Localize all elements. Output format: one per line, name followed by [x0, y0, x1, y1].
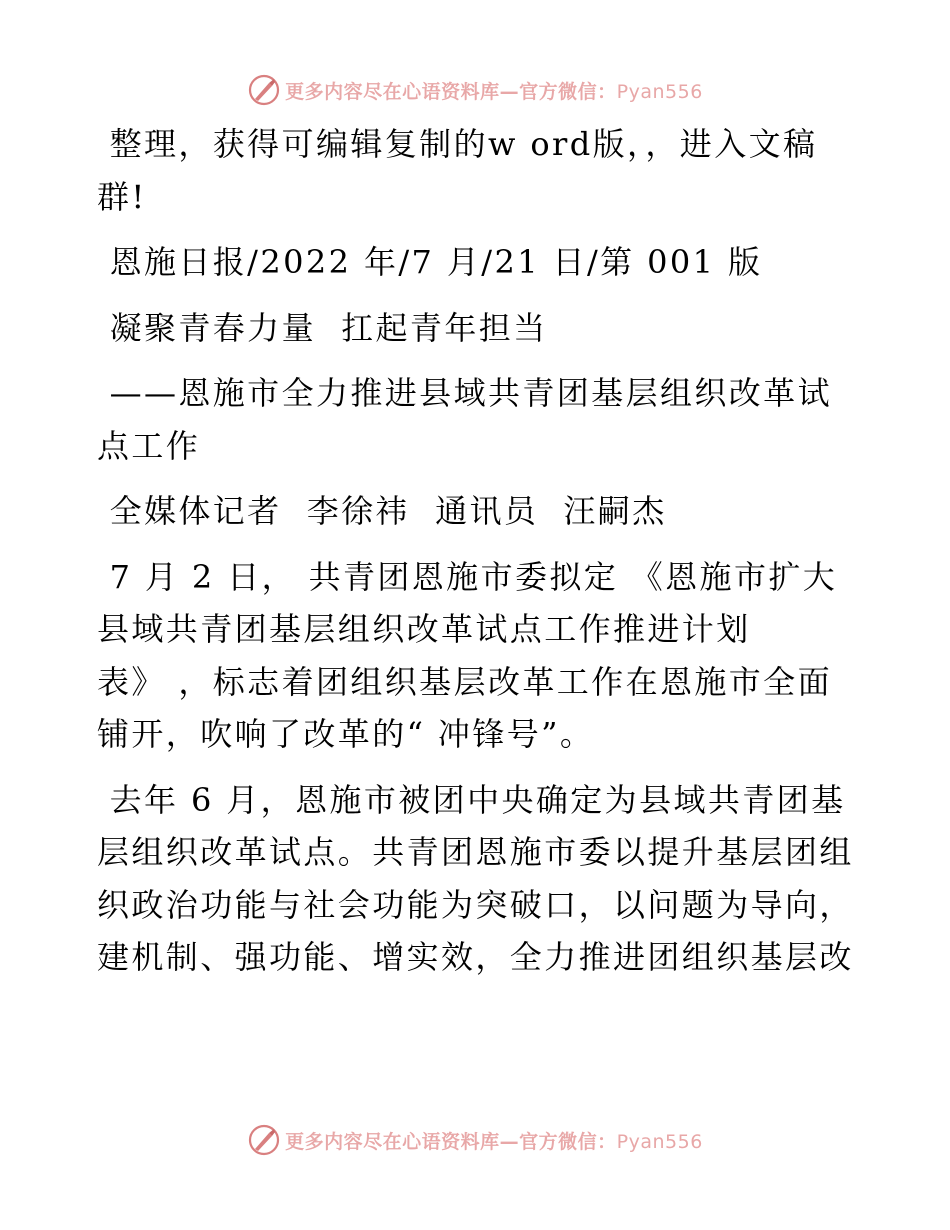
- text-line: 县域共青团基层组织改革试点工作推进计划: [97, 610, 751, 648]
- watermark-text: 更多内容尽在心语资料库—官方微信：Pyan556: [285, 80, 703, 103]
- quill-logo-icon: [247, 1123, 281, 1157]
- text-line: 表》 ，标志着团组织基层改革工作在恩施市全面: [97, 662, 832, 701]
- text-line: 全媒体记者 李徐祎 通讯员 汪嗣杰: [97, 492, 667, 530]
- text-line: 恩施日报/2022 年/7 月/21 日/第 001 版: [97, 243, 763, 281]
- paragraph-headline: [97, 302, 857, 355]
- text-line: 层组织改革试点。共青团恩施市委以提升基层团组: [97, 833, 854, 871]
- document-body: [97, 118, 857, 997]
- text-line: ——恩施市全力推进县域共青团基层组织改革试: [97, 374, 832, 412]
- text-line: 7 月 2 日， 共青团恩施市委拟定 《恩施市扩大: [97, 557, 838, 596]
- header-watermark: [0, 70, 950, 110]
- watermark-text: 更多内容尽在心语资料库—官方微信：Pyan556: [285, 1130, 703, 1153]
- text-line: 点工作: [97, 426, 201, 465]
- text-line: 织政治功能与社会功能为突破口，以问题为导向，: [97, 885, 854, 924]
- paragraph-source: [97, 236, 857, 289]
- paragraph-subheadline: [97, 367, 857, 472]
- paragraph-body-1: [97, 551, 857, 761]
- text-line: 去年 6 月，恩施市被团中央确定为县域共青团基: [97, 780, 846, 819]
- text-line: 群!: [97, 177, 147, 216]
- quill-logo-icon: [247, 73, 281, 107]
- text-line: 凝聚青春力量 扛起青年担当: [97, 308, 548, 347]
- footer-watermark: [0, 1120, 950, 1160]
- text-line: 铺开，吹响了改革的“ 冲锋号”。: [97, 715, 595, 753]
- text-line: 整理，获得可编辑复制的w ord版，，进入文稿: [97, 125, 818, 163]
- paragraph-body-2: [97, 774, 857, 984]
- paragraph-intro: [97, 118, 857, 223]
- paragraph-byline: [97, 485, 857, 538]
- text-line: 建机制、强功能、增实效，全力推进团组织基层改: [97, 938, 854, 976]
